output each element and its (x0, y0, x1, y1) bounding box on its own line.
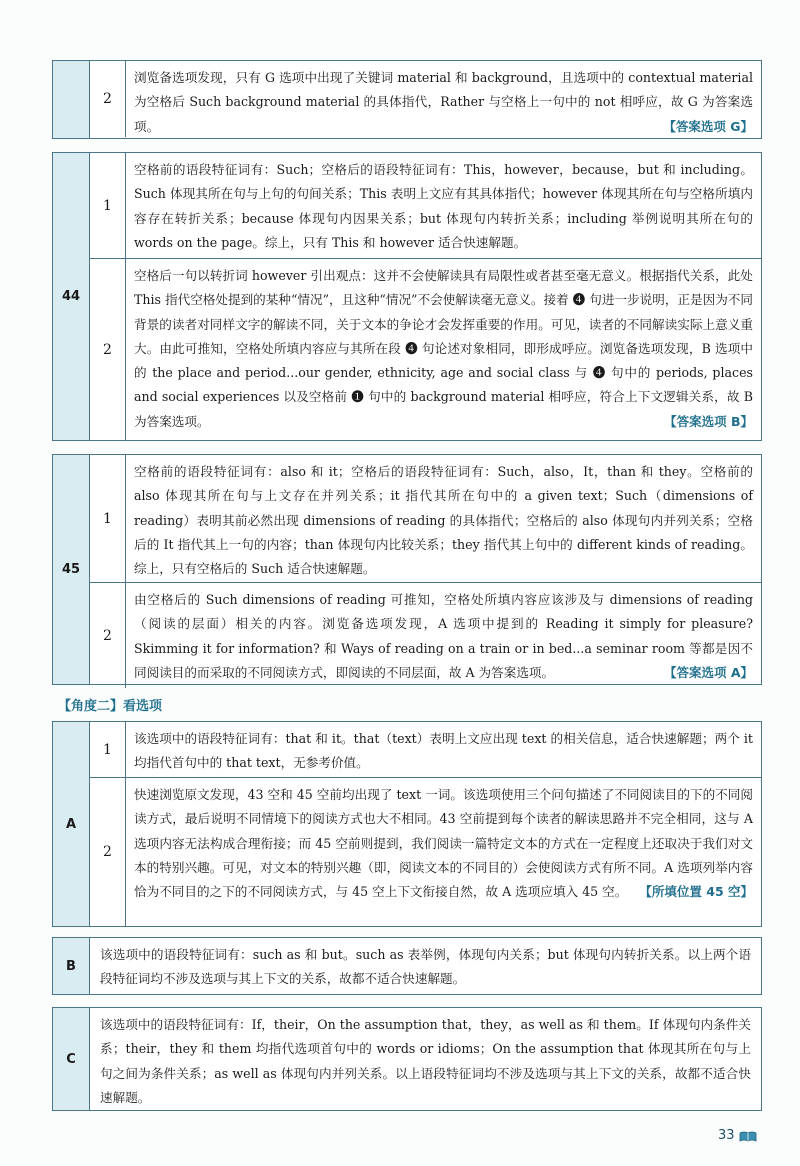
position-tag: 【所填位置 45 空】 (639, 884, 753, 900)
row-number: 2 (90, 61, 126, 137)
option-a-row-2 (90, 777, 761, 926)
option-a-table (52, 721, 762, 927)
q44-row-2 (90, 258, 761, 440)
q44-label-cell: 44 (53, 153, 90, 440)
q44-row-1 (90, 153, 761, 258)
option-c-row (90, 1008, 761, 1113)
option-a-row-1 (90, 722, 761, 777)
option-b-row (90, 938, 761, 995)
row-text (126, 259, 761, 440)
row-text-body: 浏览备选项发现，只有 G 选项中出现了关键词 material 和 background，且选项中的 contextual material 为空格后 Such background material 的具体指代，Rather 与空格上一句中的 not 相呼应，故 G 为答案选项。 (134, 70, 753, 134)
answer-tag: 【答案选项 B】 (664, 413, 753, 429)
q43-row-2 (90, 61, 761, 137)
q43-label-cell (53, 61, 90, 138)
row-text (126, 583, 761, 688)
option-c-table (52, 1007, 762, 1111)
q45-row-2 (90, 582, 761, 688)
row-text (126, 778, 761, 926)
row-number: 1 (90, 722, 126, 777)
page-number-text: 33 (718, 1128, 735, 1143)
q45-row-1 (90, 455, 761, 582)
q43-table (52, 60, 762, 139)
answer-tag: 【答案选项 A】 (663, 664, 753, 680)
row-number: 2 (90, 778, 126, 926)
q45-table (52, 454, 762, 685)
row-text: 该选项中的语段特征词有：that 和 it。that（text）表明上文应出现 text 的相关信息，适合快速解题；两个 it 均指代首句中的 that text，无参考价值。 (134, 731, 753, 771)
section-heading: 【角度二】看选项 (58, 699, 163, 714)
option-b-label-cell: B (53, 938, 90, 994)
row-text (126, 61, 761, 137)
row-text-body: 快速浏览原文发现，43 空和 45 空前均出现了 text 一词。该选项使用三个问句描述了不同阅读目的下的不同阅读方式，最后说明不同情境下的阅读方式也大不相同。43 空前提到每个读者的解读思路并不完全相同，这与 A 选项内容无法构成合理衔接；而 45 空前则提到，我们阅读一篇特定文本的方式在一定程度上还取决于我们对文本的特别兴趣。可见，对文本的特别兴趣（即，阅读文本的不同目的）会使阅读方式有所不同。A 选项列举内容恰为不同目的之下的不同阅读方式，与 45 空上下文衔接自然，故 A 选项应填入 45 空。 (134, 787, 753, 900)
row-text-body: 空格后一句以转折词 however 引出观点：这并不会使解读具有局限性或者甚至毫无意义。根据指代关系，此处 This 指代空格处提到的某种“情况”，且这种“情况”不会使解读毫无意义。接着 ❹ 句进一步说明，正是因为不同背景的读者对同样文字的解读不同，关于文本的争论才会发挥重要的作用。可见，读者的不同解读实际上意义重大。由此可推知，空格处所填内容应与其所在段 ❹ 句论述对象相同，即形成呼应。浏览备选项发现，B 选项中的 the place and period...our gender, ethnicity, age and social class 与 ❹ 句中的 periods, places and social experiences 以及空格前 ❶ 句中的 background material 相呼应，符合上下文逻辑关系，故 B 为答案选项。 (134, 268, 753, 429)
page-number (718, 1128, 757, 1143)
row-text: 该选项中的语段特征词有：If，their，On the assumption that，they，as well as 和 them。If 体现句内条件关系；their，they 和 them 均指代选项首句中的 words or idioms；On the assumption that 体现其所在句与上句之间为条件关系；as well as 体现句内并列关系。以上语段特征词均不涉及选项与其上下文的关系，故都不适合快速解题。 (100, 1017, 751, 1105)
row-number: 1 (90, 455, 126, 582)
book-icon (739, 1130, 757, 1142)
option-b-table (52, 937, 762, 995)
q45-label-cell: 45 (53, 455, 90, 684)
answer-tag: 【答案选项 G】 (663, 118, 753, 134)
row-text: 空格前的语段特征词有：also 和 it；空格后的语段特征词有：Such，also，It，than 和 they。空格前的 also 体现其所在句与上文存在并列关系；it 指代其所在句中的 a given text；Such（dimensions of reading）表明其前必然出现 dimensions of reading 的具体指代；空格后的 also 体现句内并列关系；空格后的 It 指代其上一句的内容；than 体现句内比较关系；they 指代其上句中的 different kinds of reading。综上，只有空格后的 Such 适合快速解题。 (134, 464, 753, 577)
option-a-label-cell: A (53, 722, 90, 926)
row-number: 2 (90, 583, 126, 688)
row-text: 该选项中的语段特征词有：such as 和 but。such as 表举例，体现句内关系；but 体现句内转折关系。以上两个语段特征词均不涉及选项与其上下文的关系，故都不适合快速解题。 (100, 947, 751, 987)
q44-table (52, 152, 762, 441)
option-c-label-cell: C (53, 1008, 90, 1110)
row-text: 空格前的语段特征词有：Such；空格后的语段特征词有：This，however，because，but 和 including。Such 体现其所在句与上句的句间关系；This 表明上文应有其具体指代；however 体现其所在句与空格所填内容存在转折关系；because 体现句内因果关系；but 体现句内转折关系；including 举例说明其所在句的 words on the page。综上，只有 This 和 however 适合快速解题。 (134, 162, 753, 250)
row-number: 2 (90, 259, 126, 440)
row-text-body: 由空格后的 Such dimensions of reading 可推知，空格处所填内容应该涉及与 dimensions of reading（阅读的层面）相关的内容。浏览备选项发现，A 选项中提到的 Reading it simply for pleasure? Skimming it for information? 和 Ways of reading on a train or in bed...a seminar room 等都是因不同阅读目的而采取的不同阅读方式，即阅读的不同层面，故 A 为答案选项。 (134, 592, 753, 680)
row-number: 1 (90, 153, 126, 258)
